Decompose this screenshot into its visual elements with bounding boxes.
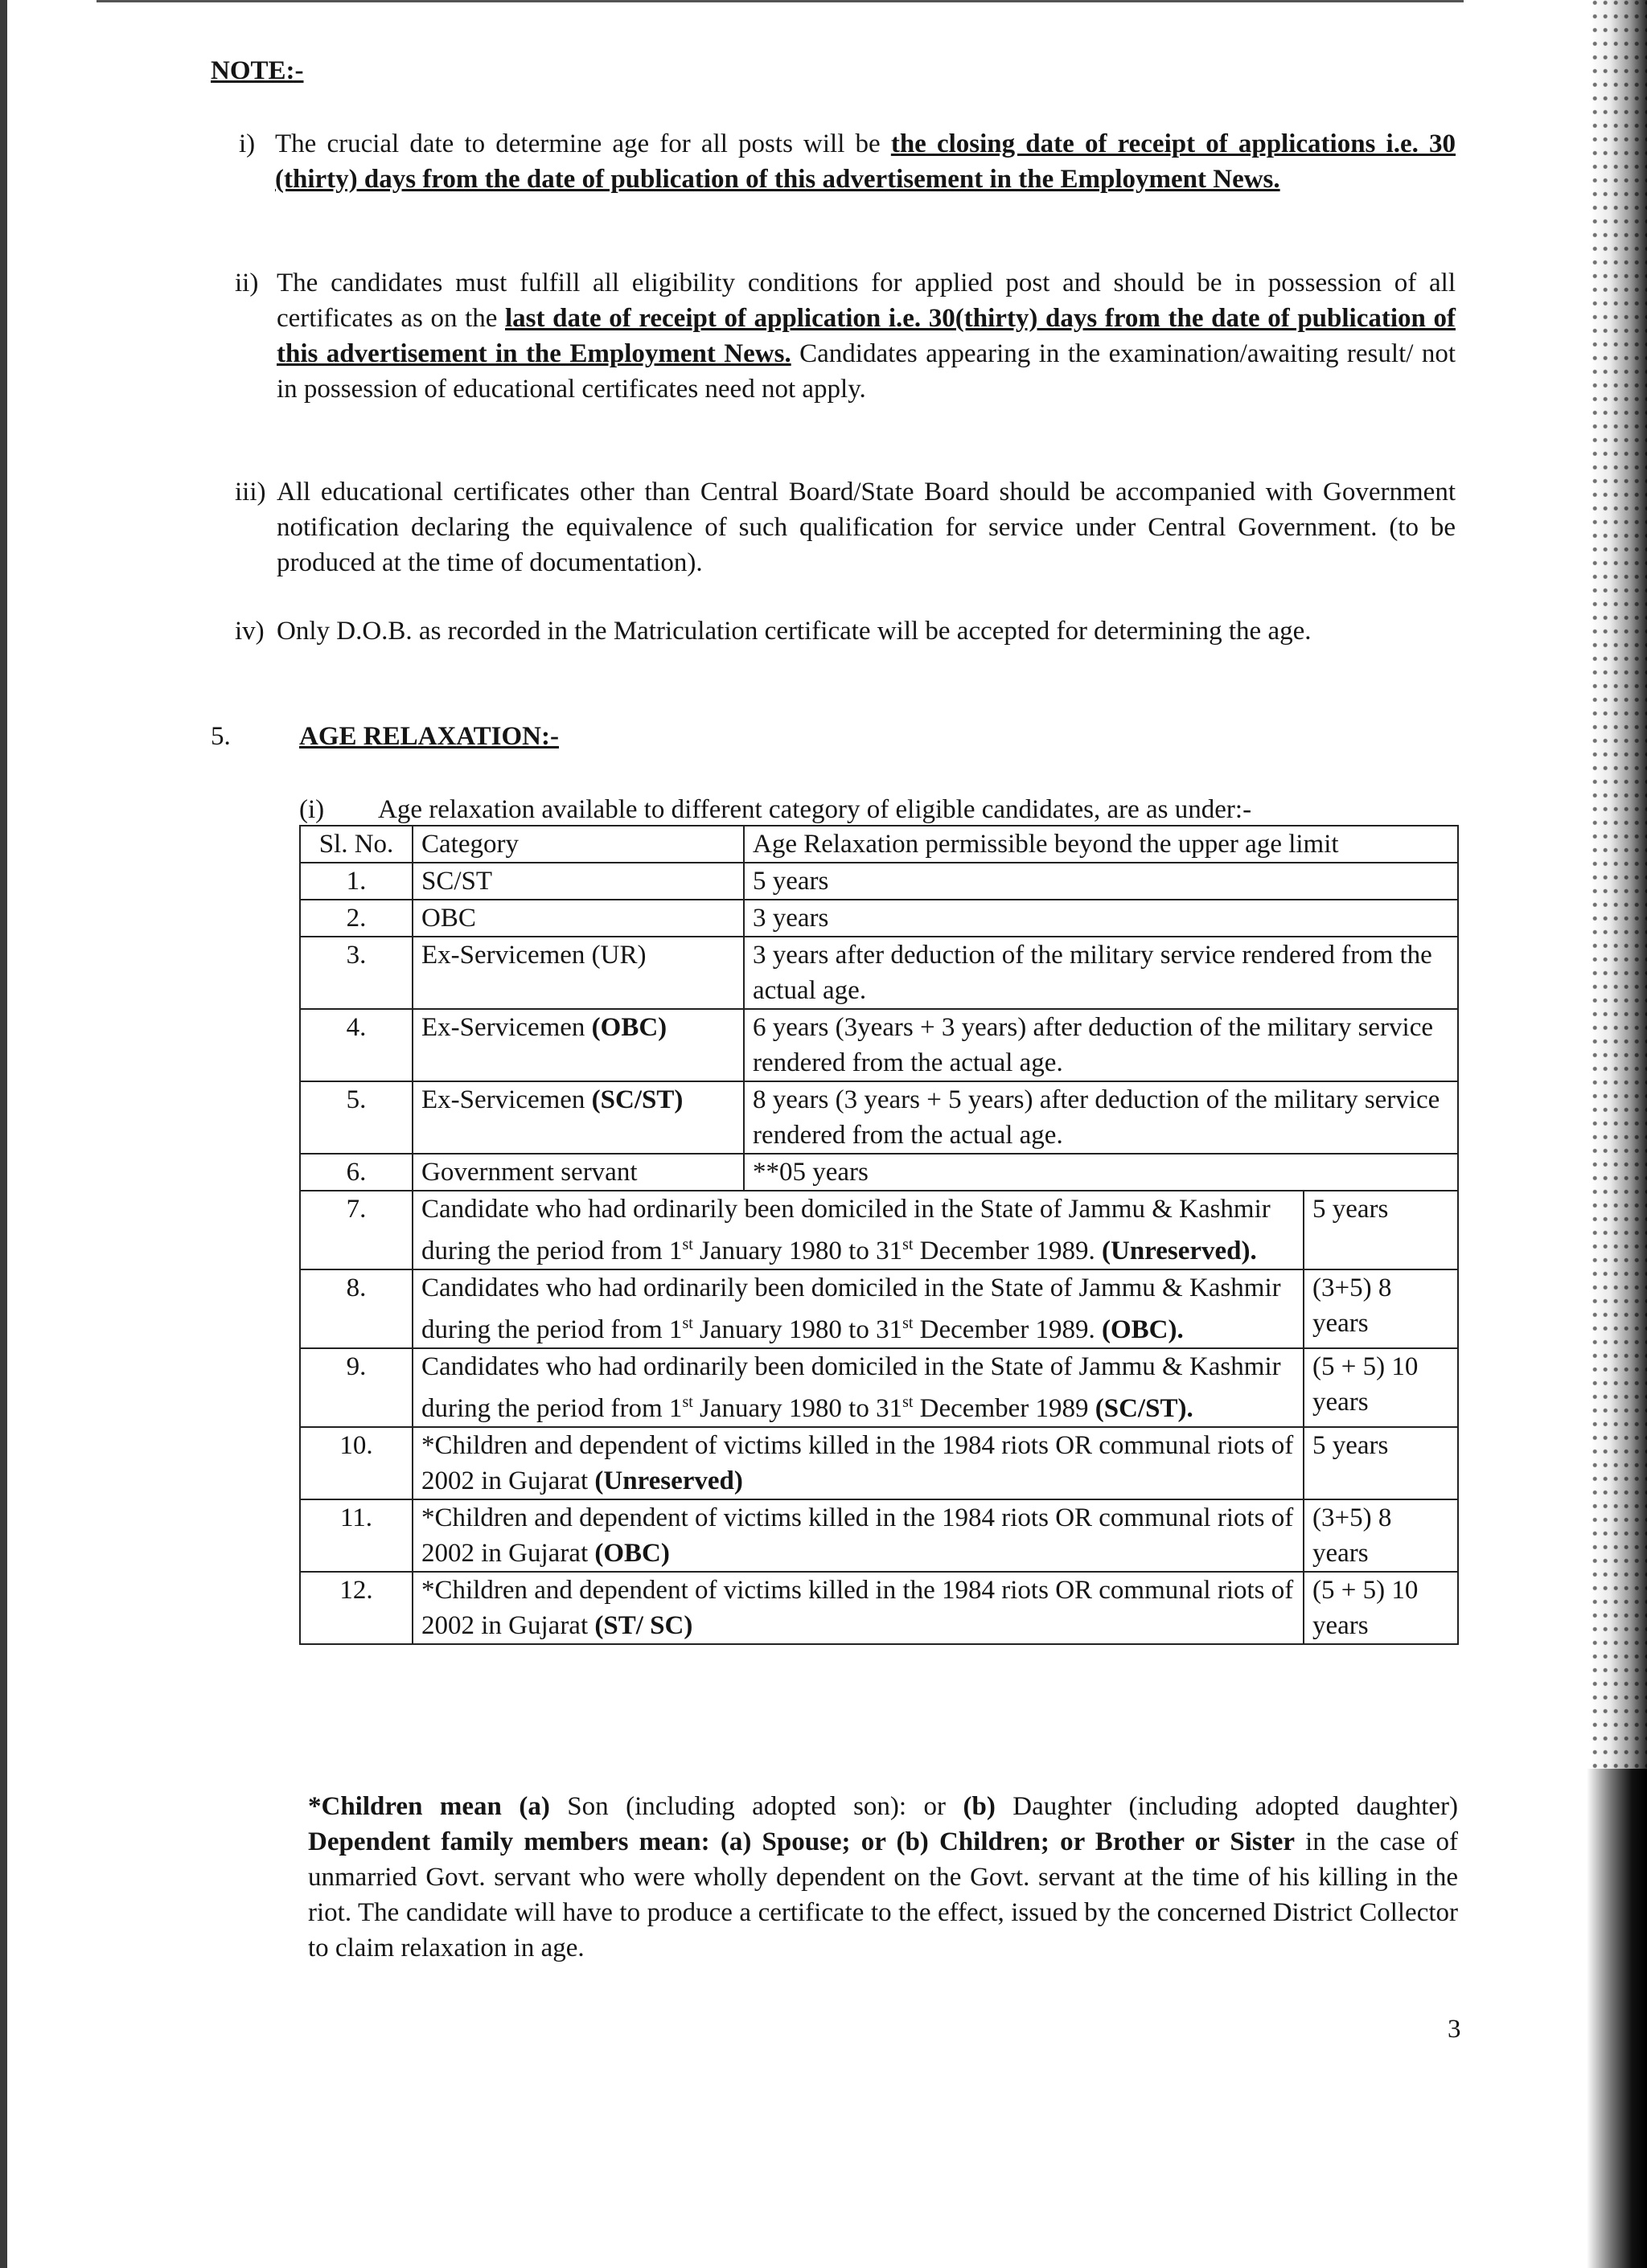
- text-run: **05 years: [753, 1158, 869, 1187]
- table-row: [300, 1499, 1458, 1572]
- note-item-3-text: [277, 478, 1456, 577]
- table-row: [300, 1009, 1458, 1081]
- sl-no-cell: 2.: [300, 900, 413, 937]
- sl-no-cell: 5.: [300, 1081, 413, 1154]
- text-run: Daughter (including adopted daughter): [995, 1792, 1458, 1821]
- description-cell: [413, 1572, 1304, 1644]
- text-run: Candidates who had ordinarily been domiciled in the State of Jammu & Kashmir during the period from 1: [421, 1352, 1281, 1423]
- category-cell: [413, 1081, 744, 1154]
- text-run: last date of receipt of application i.e. 30(thirty) days from the date of publication of this advertisement in the Employment News.: [277, 304, 1456, 368]
- section-intro-text: Age relaxation available to different category of eligible candidates, are as under:-: [378, 795, 1252, 824]
- relaxation-cell: [744, 937, 1458, 1009]
- relaxation-cell: [744, 1009, 1458, 1081]
- section-title: AGE RELAXATION:-: [299, 722, 559, 751]
- text-run: Ex-Servicemen: [421, 1013, 592, 1042]
- text-run: January 1980 to 31: [692, 1237, 903, 1265]
- note-item-1: [239, 126, 1456, 197]
- sl-no-cell: 9.: [300, 1348, 413, 1427]
- note-item-3-number: iii): [235, 478, 266, 507]
- text-run: January 1980 to 31: [692, 1315, 903, 1344]
- header-category: Category: [413, 826, 744, 863]
- text-run: 6 years (3years + 3 years) after deduction of the military service rendered from the actual age.: [753, 1013, 1434, 1077]
- sl-no-cell: 11.: [300, 1499, 413, 1572]
- age-relaxation-table-body: [300, 826, 1458, 1644]
- text-run: *Children and dependent of victims killed in the 1984 riots OR communal riots of 2002 in Gujarat: [421, 1431, 1294, 1495]
- relaxation-cell: (3+5) 8 years: [1304, 1499, 1458, 1572]
- category-cell: [413, 937, 744, 1009]
- note-item-4: [235, 613, 1456, 649]
- text-run: (Unreserved).: [1102, 1237, 1257, 1265]
- scan-edge-top: [97, 0, 1464, 2]
- text-run: st: [682, 1236, 693, 1253]
- text-run: (OBC).: [1102, 1315, 1184, 1344]
- text-run: Only D.O.B. as recorded in the Matriculation certificate will be accepted for determining the age.: [277, 617, 1312, 646]
- table-row: [300, 1348, 1458, 1427]
- text-run: All educational certificates other than Central Board/State Board should be accompanied with Government notification declaring the equivalence of such qualification for service under Central Government. (to be produced at the time of documentation).: [277, 478, 1456, 577]
- text-run: 3 years after deduction of the military service rendered from the actual age.: [753, 941, 1432, 1005]
- text-run: (SC/ST).: [1095, 1394, 1193, 1423]
- scan-edge-left: [0, 0, 7, 2268]
- text-run: 5 years: [753, 867, 829, 896]
- text-run: st: [902, 1393, 914, 1411]
- text-run: st: [902, 1314, 914, 1332]
- note-item-1-number: i): [239, 129, 256, 158]
- text-run: (Unreserved): [594, 1466, 743, 1495]
- relaxation-cell: 5 years: [1304, 1427, 1458, 1499]
- category-cell: [413, 900, 744, 937]
- note-item-1-text: [275, 129, 1456, 194]
- sl-no-cell: 10.: [300, 1427, 413, 1499]
- text-run: December 1989.: [913, 1237, 1102, 1265]
- scan-shadow-right: [1587, 1769, 1647, 2268]
- text-run: Candidates appearing in the examination/awaiting result/ not in possession of educational certificates need not apply.: [277, 339, 1456, 404]
- text-run: Candidate who had ordinarily been domiciled in the State of Jammu & Kashmir during the period from 1: [421, 1195, 1271, 1265]
- table-row: [300, 937, 1458, 1009]
- description-cell: [413, 1427, 1304, 1499]
- sl-no-cell: 12.: [300, 1572, 413, 1644]
- text-run: The candidates must fulfill all eligibility conditions for applied post and should be in possession of all certificates as on the: [277, 269, 1456, 333]
- section-intro: [299, 792, 1251, 827]
- text-run: st: [902, 1236, 914, 1253]
- text-run: *Children and dependent of victims killed in the 1984 riots OR communal riots of 2002 in Gujarat: [421, 1503, 1294, 1568]
- category-cell: [413, 863, 744, 900]
- text-run: the closing date of receipt of applications i.e. 30 (thirty) days from the date of publication of this advertisement in the Employment News.: [275, 129, 1456, 194]
- relaxation-cell: (3+5) 8 years: [1304, 1269, 1458, 1348]
- section-number: 5.: [211, 722, 231, 751]
- category-cell: [413, 1154, 744, 1191]
- description-cell: [413, 1269, 1304, 1348]
- table-row: [300, 1191, 1458, 1269]
- text-run: Ex-Servicemen (UR): [421, 941, 647, 970]
- description-cell: [413, 1499, 1304, 1572]
- relaxation-cell: [744, 1081, 1458, 1154]
- relaxation-cell: [744, 900, 1458, 937]
- table-row: [300, 1081, 1458, 1154]
- note-item-4-text: [277, 617, 1312, 646]
- note-item-3: [235, 474, 1456, 580]
- text-run: (OBC): [594, 1539, 670, 1568]
- text-run: December 1989: [913, 1394, 1095, 1423]
- sl-no-cell: 1.: [300, 863, 413, 900]
- note-item-2-number: ii): [235, 269, 259, 297]
- text-run: Dependent family members mean: (a) Spouse; or (b) Children; or Brother or Sister: [308, 1827, 1295, 1856]
- text-run: Candidates who had ordinarily been domiciled in the State of Jammu & Kashmir during the period from 1: [421, 1273, 1281, 1344]
- text-run: *Children and dependent of victims killed in the 1984 riots OR communal riots of 2002 in Gujarat: [421, 1576, 1294, 1640]
- table-row: [300, 900, 1458, 937]
- table-row: [300, 1572, 1458, 1644]
- sl-no-cell: 6.: [300, 1154, 413, 1191]
- text-run: *Children mean (a): [308, 1792, 550, 1821]
- text-run: The crucial date to determine age for all posts will be: [275, 129, 891, 158]
- page-number: 3: [1448, 2015, 1461, 2044]
- sl-no-cell: 8.: [300, 1269, 413, 1348]
- note-heading: NOTE:-: [211, 56, 304, 85]
- table-row: [300, 1269, 1458, 1348]
- header-age-relaxation: Age Relaxation permissible beyond the upper age limit: [744, 826, 1458, 863]
- text-run: OBC: [421, 904, 476, 933]
- relaxation-cell: (5 + 5) 10 years: [1304, 1348, 1458, 1427]
- description-cell: [413, 1348, 1304, 1427]
- header-sl-no: Sl. No.: [300, 826, 413, 863]
- note-item-2-text: [277, 269, 1456, 404]
- note-item-4-number: iv): [235, 617, 265, 646]
- sl-no-cell: 7.: [300, 1191, 413, 1269]
- category-cell: [413, 1009, 744, 1081]
- sl-no-cell: 4.: [300, 1009, 413, 1081]
- section-intro-label: (i): [299, 795, 325, 824]
- table-row: [300, 1154, 1458, 1191]
- table-row: [300, 1427, 1458, 1499]
- relaxation-cell: (5 + 5) 10 years: [1304, 1572, 1458, 1644]
- text-run: Government servant: [421, 1158, 638, 1187]
- text-run: (b): [963, 1792, 996, 1821]
- description-cell: [413, 1191, 1304, 1269]
- sl-no-cell: 3.: [300, 937, 413, 1009]
- text-run: (ST/ SC): [594, 1611, 693, 1640]
- text-run: (SC/ST): [591, 1085, 684, 1114]
- text-run: 8 years (3 years + 5 years) after deduction of the military service rendered from the actual age.: [753, 1085, 1440, 1150]
- text-run: (OBC): [591, 1013, 667, 1042]
- relaxation-cell: [744, 1154, 1458, 1191]
- table-row: [300, 863, 1458, 900]
- text-run: SC/ST: [421, 867, 493, 896]
- text-run: 3 years: [753, 904, 829, 933]
- text-run: st: [682, 1314, 693, 1332]
- text-run: Ex-Servicemen: [421, 1085, 592, 1114]
- text-run: st: [682, 1393, 693, 1411]
- text-run: Son (including adopted son): or: [549, 1792, 963, 1821]
- text-run: January 1980 to 31: [692, 1394, 903, 1423]
- table-header-row: [300, 826, 1458, 863]
- relaxation-cell: [744, 863, 1458, 900]
- relaxation-cell: 5 years: [1304, 1191, 1458, 1269]
- note-item-2: [235, 265, 1456, 407]
- age-relaxation-table: [299, 825, 1459, 1645]
- text-run: December 1989.: [913, 1315, 1102, 1344]
- footnote-definitions: [308, 1789, 1458, 1966]
- text-run: in the case of unmarried Govt. servant who were wholly dependent on the Govt. servant at the time of his killing in the riot. The candidate will have to produce a certificate to the effect, issued by the concerned District Collector to claim relaxation in age.: [308, 1827, 1458, 1962]
